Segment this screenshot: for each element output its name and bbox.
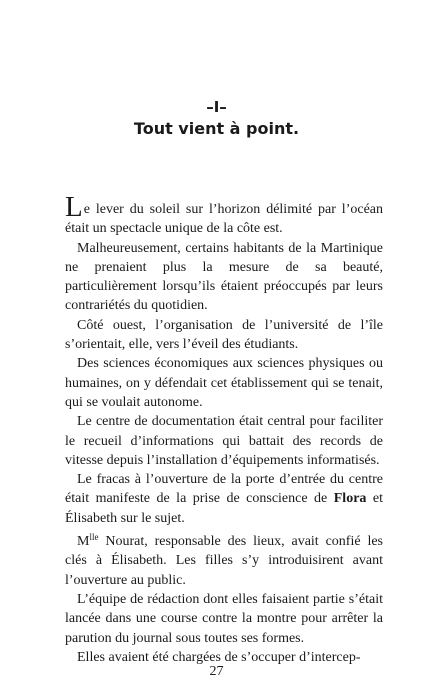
chapter-title: Tout vient à point.: [133, 119, 300, 138]
paragraph-3: Côté ouest, l’organisation de l’université de l’île s’orientait, elle, vers l’éveil des étudiants.: [65, 317, 383, 353]
chapter-number: –I–: [206, 98, 227, 116]
paragraph-9: Elles avaient été chargées de s’occuper d’intercep-: [77, 649, 361, 665]
paragraph-7-title: M: [77, 534, 90, 550]
drop-cap: L: [65, 191, 83, 223]
paragraph-7-rest: Nourat, responsable des lieux, avait confié les clés à Élisabeth. Les filles s’y introduisirent avant l’ouverture au public.: [65, 534, 383, 588]
chapter-header: [0, 96, 433, 140]
chapter-body: [65, 191, 383, 667]
paragraph-2: Malheureusement, certains habitants de la Martinique ne prenaient plus la mesure de sa beauté, particulièrement lorsqu’ils étaient préoccupés par leurs contrariétés du quotidien.: [65, 240, 383, 314]
paragraph-5: Le centre de documentation était central pour faciliter le recueil d’informations qui battait des records de vitesse depuis l’installation d’équipements informatisés.: [65, 414, 383, 468]
paragraph-6: [65, 470, 383, 528]
paragraph-6-before: Le fracas à l’ouverture de la porte d’entrée du centre était manifeste de la prise de conscience de: [65, 472, 383, 507]
paragraph-1: [65, 191, 383, 239]
paragraph-4: Des sciences économiques aux sciences physiques ou humaines, on y défendait cet établissement qui se tenait, qui se voulait autonome.: [65, 356, 383, 410]
character-name-flora: Flora: [333, 491, 367, 507]
paragraph-7-superscript: lle: [89, 532, 99, 543]
paragraph-6-after: et Élisabeth sur le sujet.: [65, 491, 383, 526]
paragraph-8: L’équipe de rédaction dont elles faisaient partie s’était lancée dans une course contre la montre pour arrêter la parution du journal sous toutes ses formes.: [65, 591, 383, 646]
paragraph-7: [65, 528, 383, 590]
page-number: 27: [209, 664, 224, 679]
paragraph-1-text: e lever du soleil sur l’horizon délimité par l’océan était un spectacle unique de la côte est.: [65, 202, 383, 237]
